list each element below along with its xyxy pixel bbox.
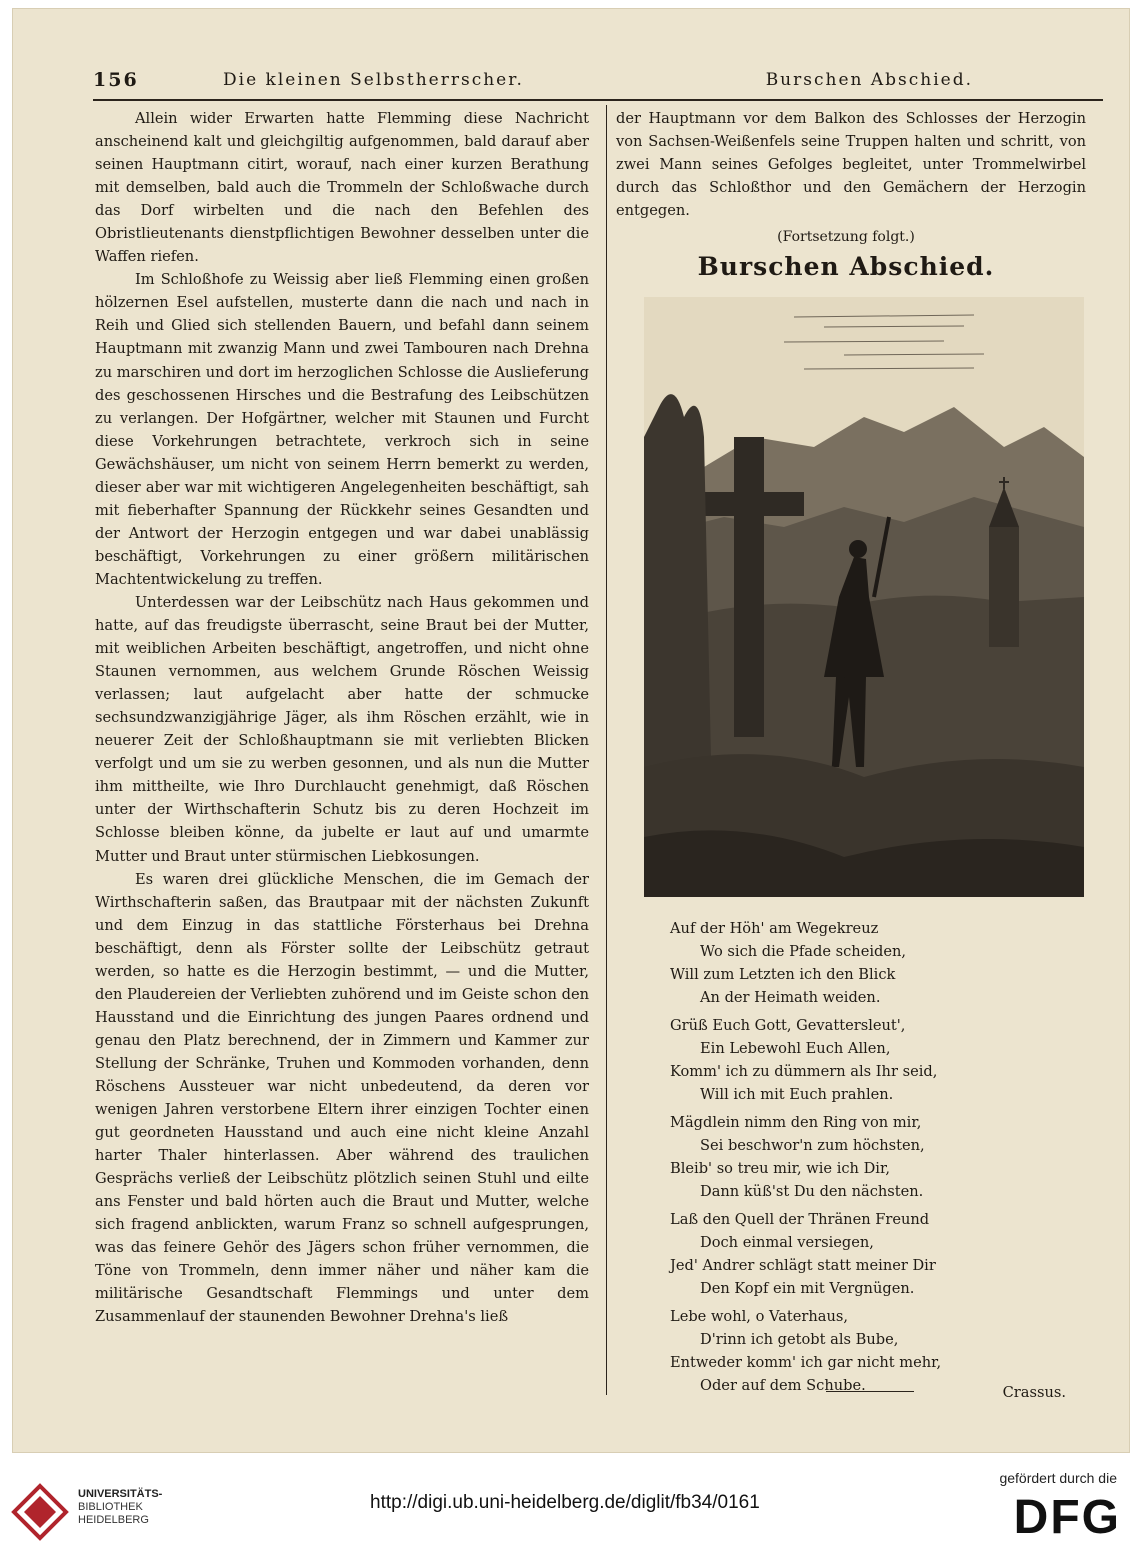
poem-line: Doch einmal versiegen, — [700, 1234, 874, 1251]
university-seal-icon[interactable] — [10, 1482, 70, 1542]
paragraph: Allein wider Erwarten hatte Flemming diese Nachricht anscheinend kalt und gleichgiltig aufgenommen, bald darauf aber seinen Hauptmann citirt, worauf, nach einer kurzen Berathung mit demselben, bald auch die Trommeln der Schloßwache durch das Dorf wirbelten und die nach den Befehlen des Obristlieutenants dienstpflichtigen Bewohner desselben unter die Waffen riefen. — [95, 110, 589, 266]
poem-line: Lebe wohl, o Vaterhaus, — [670, 1308, 848, 1325]
to-be-continued: (Fortsetzung folgt.) — [777, 229, 915, 245]
poem-line: Oder auf dem Schube. — [700, 1377, 866, 1394]
poem-line: Sei beschwor'n zum höchsten, — [700, 1137, 925, 1154]
stanza — [670, 917, 1090, 1009]
poem-line: Will ich mit Euch prahlen. — [700, 1086, 894, 1103]
poem-title: Burschen Abschied. — [697, 252, 995, 281]
column-divider — [606, 105, 607, 1395]
page-number: 156 — [93, 69, 139, 91]
poem-line: D'rinn ich getobt als Bube, — [700, 1331, 899, 1348]
page-content — [73, 9, 1123, 1449]
stanza — [670, 1111, 1090, 1203]
poem-line: Auf der Höh' am Wegekreuz — [670, 920, 879, 937]
poem-line: An der Heimath weiden. — [700, 989, 881, 1006]
funding-caption: gefördert durch die — [999, 1470, 1117, 1486]
library-name[interactable] — [78, 1488, 162, 1527]
end-rule — [826, 1391, 914, 1392]
poem-line: Jed' Andrer schlägt statt meiner Dir — [670, 1257, 936, 1274]
header-rule — [93, 99, 1103, 101]
document-url[interactable]: http://digi.ub.uni-heidelberg.de/diglit/fb34/0161 — [370, 1492, 760, 1513]
right-column — [606, 107, 1086, 1401]
wanderer-illustration — [644, 297, 1084, 897]
paragraph: Unterdessen war der Leibschütz nach Haus gekommen und hatte, auf das freudigste überrascht, seine Braut bei der Mutter, mit weiblichen Arbeiten beschäftigt, angetroffen, und nicht ohne Staunen vernommen, aus welchem Grunde Röschen Weissig verlassen; laut aufgelacht aber hatte der schmucke sechsundzwanzigjährige Jäger, als ihm Röschen erzählt, wie in neuerer Zeit der Schloßhauptmann sie mit verliebten Blicken verfolgt und um sie zu werben gesonnen, und als nun die Mutter ihm mittheilte, wie Ihro Durchlaucht genehmigt, daß Röschen unter der Wirthschafterin Schutz bis zu deren Hochzeit im Schlosse bleiben könne, da jubelte er laut auf und umarmte Mutter und Braut unter stürmischen Liebkosungen. — [95, 593, 589, 865]
poem-line: Entweder komm' ich gar nicht mehr, — [670, 1354, 942, 1371]
left-column — [95, 107, 589, 1328]
dfg-logo[interactable]: DFG — [1013, 1491, 1121, 1544]
paragraph: Im Schloßhofe zu Weissig aber ließ Flemming einen großen hölzernen Esel aufstellen, musterte dann die nach und nach in Reih und Glied sich stellenden Bauern, und befahl dann seinem Hauptmann mit zwanzig Mann und zwei Tambouren nach Drehna zu marschiren und dort im herzoglichen Schlosse die Auslieferung des geschossenen Hirsches und die Bestrafung des Leibschützen zu verlangen. Der Hofgärtner, welcher mit Staunen und Furcht diese Vorkehrungen betrachtete, verkroch sich in seine Gewächshäuser, um nicht von seinem Herrn bemerkt zu werden, dieser aber war mit wichtigeren Angelegenheiten beschäftigt, sah mit fieberhafter Spannung der Rückkehr seines Gesandten und der Antwort der Herzogin entgegen und war dabei unablässig beschäftigt, Vorkehrungen zu einer größern militärischen Machtentwickelung zu treffen. — [95, 271, 589, 588]
running-header — [93, 69, 1103, 97]
stanza — [670, 1014, 1090, 1106]
poem — [670, 917, 1090, 1402]
paragraph: Es waren drei glückliche Menschen, die im Gemach der Wirthschafterin saßen, das Brautpaar mit der nächsten Zukunft und dem Einzug in das stattliche Försterhaus bei Drehna beschäftigt, denn als Förster sollte der Leibschütz getraut werden, so hatte es die Herzogin bestimmt, — und die Mutter, den Plaudereien der Verliebten zuhörend und im Geiste schon den Hausstand und die Einrichtung des jungen Paares ordnend und genau den Platz berechnend, der in Zimmern und Kammer zur Stellung der Schränke, Truhen und Kommoden vorhanden, denn Röschens Aussteuer war nicht unbedeutend, da deren vor wenigen Jahren verstorbene Eltern ihrer einzigen Tochter einen gut geordneten Hausstand und auch eine nicht kleine Anzahl harter Thaler hinterlassen. Aber während des traulichen Gesprächs verließ der Leibschütz plötzlich seinen Stuhl und eilte ans Fenster und bald hörten auch die Braut und Mutter, welche sich fragend anblickten, warum Franz so schnell aufgesprungen, was das feinere Gehör des Jägers schon früher vernommen, die Töne von Trommeln, denn immer näher und näher kam die militärische Gesandtschaft Flemmings und unter dem Zusammenlauf der staunenden Bewohner Drehna's ließ — [95, 870, 589, 1326]
library-line: HEIDELBERG — [78, 1514, 149, 1526]
scanned-page — [12, 8, 1130, 1453]
poem-line: Bleib' so treu mir, wie ich Dir, — [670, 1160, 890, 1177]
story-continuation: der Hauptmann vor dem Balkon des Schlosses der Herzogin von Sachsen-Weißenfels seine Truppen halten und schritt, von zwei Mann seines Gefolges begleitet, unter Trommelwirbel durch das Schloßthor und den Gemächern der Herzogin entgegen. — [616, 110, 1086, 219]
poem-author: Crassus. — [1002, 1384, 1066, 1401]
poem-line: Laß den Quell der Thränen Freund — [670, 1211, 930, 1228]
library-line: UNIVERSITÄTS- — [78, 1488, 163, 1500]
library-line: BIBLIOTHEK — [78, 1501, 143, 1513]
poem-line: Komm' ich zu dümmern als Ihr seid, — [670, 1063, 938, 1080]
poem-line: Mägdlein nimm den Ring von mir, — [670, 1114, 922, 1131]
poem-line: Den Kopf ein mit Vergnügen. — [700, 1280, 915, 1297]
running-title: Die kleinen Selbstherrscher. — [223, 70, 524, 90]
stanza — [670, 1208, 1090, 1300]
poem-line: Grüß Euch Gott, Gevattersleut', — [670, 1017, 906, 1034]
poem-line: Dann küß'st Du den nächsten. — [700, 1183, 924, 1200]
poem-line: Wo sich die Pfade scheiden, — [700, 943, 907, 960]
viewer-footer — [0, 1456, 1135, 1556]
poem-line: Ein Lebewohl Euch Allen, — [700, 1040, 891, 1057]
poem-line: Will zum Letzten ich den Blick — [670, 966, 896, 983]
section-title: Burschen Abschied. — [765, 70, 973, 90]
